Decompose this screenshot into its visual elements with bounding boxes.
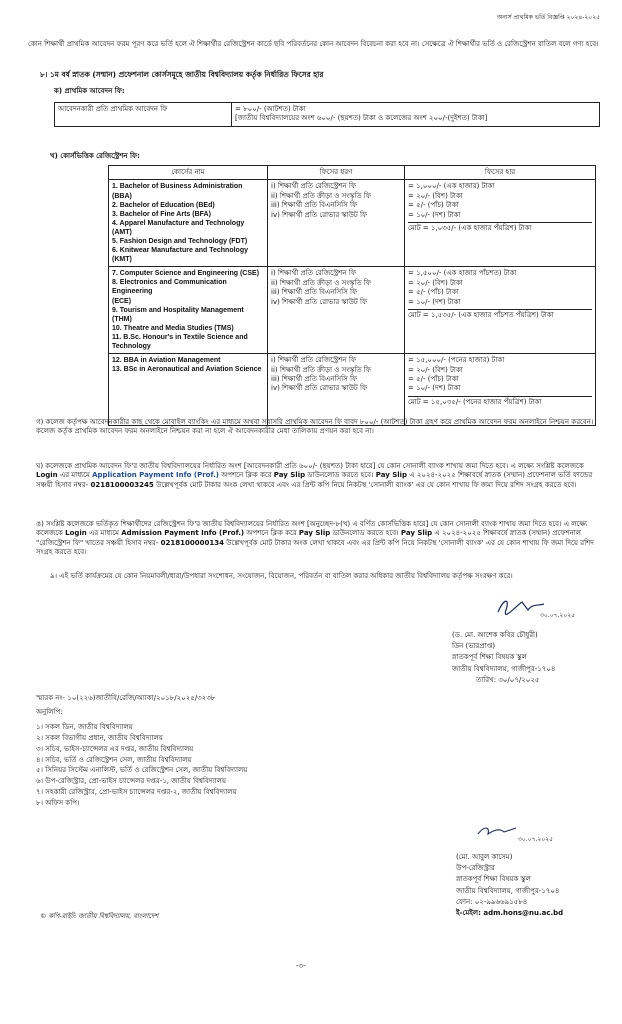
application-fee-table [54,102,600,127]
text-span: উল্লেখপূর্বক মোট টাকার অংক লেখা থাকবে এবং এর প্রিন্ট কপি নিয়ে নিকটস্থ 'সোনালী ব্যাংক' এর যে কোন শাখায় ফি জমা দিয়ে রশিদ সংগ্রহ করতে হবে। [153,480,577,489]
table-row [109,180,596,267]
account-number: 0218100003245 [90,480,154,489]
copyright-text: © কপি-রাইট: জাতীয় বিশ্ববিদ্যালয়, বাংলাদেশ [40,912,159,920]
login-term: Login [65,529,87,538]
fee-type-item: ii) শিক্ষার্থী প্রতি ক্রীড়া ও সংস্কৃতি ফি [271,278,371,287]
signatory-name: (মো. আবুল কাসেম) [456,853,513,861]
paragraph-9: ৯। এই ভর্তি কার্যক্রমের যে কোন নিয়মাবলী/ধারা/উপধারা সংশোধন, সংযোজন, বিয়োজন, পরিবর্তন বা বাতিল করার অধিকার জাতীয় বিশ্ববিদ্যালয় কর্তৃপক্ষ সংরক্ষণ করে। [50,572,513,580]
fee-rate-item: = ১,০০০/- (এক হাজার) টাকা [408,182,495,191]
list-item: ৫। সিনিয়র সিস্টেম এনালিস্ট, ভর্তি ও রেজিস্ট্রেশন সেল, জাতীয় বিশ্ববিদ্যালয় [36,766,248,775]
signatory-school: স্নাতকপূর্ব শিক্ষা বিষয়ক স্কুল [456,875,531,884]
fee-type-item: iii) শিক্ষার্থী প্রতি বিএনসিসি ফি [271,375,358,383]
header-note: অনার্স প্রাথমিক ভর্তি বিজ্ঞপ্তি ২০২৪-২০২৫ [497,14,600,21]
course-list [109,180,268,267]
fee-total: মোট = ১,০৩৫/- (এক হাজার পঁয়ত্রিশ) টাকা [408,222,592,233]
course-item: 7. Computer Science and Engineering (CSE) [112,270,260,278]
fee-rate-item: = ২০/- (বিশ) টাকা [408,365,463,374]
signatory-school: স্নাতকপূর্ব শিক্ষা বিষয়ক স্কুল [452,653,527,662]
course-item: 10. Theatre and Media Studies (TMS) [112,324,234,332]
fee-total: মোট = ১,৫৩৫/- (এক হাজার পাঁচশত পঁয়ত্রিশ) টাকা [408,309,592,320]
memo-number: স্মারক নং- ১০(২২৬)জাতীবি/রেজি/অ্যাকা/২০১৮/২০২৫/৩২৩৮ [36,694,216,702]
course-fee-table [108,165,596,426]
signatory-university: জাতীয় বিশ্ববিদ্যালয়, গাজীপুর-১৭০৪ [456,886,560,895]
sub-ka-heading: ক) প্রাথমিক আবেদন ফি: [54,87,125,95]
course-item: 13. BSc in Aeronautical and Aviation Science [112,366,262,374]
header-course-name: কোর্সের নাম [109,166,268,180]
fee-type-item: iv) শিক্ষার্থী প্রতি রোভার স্কাউট ফি [271,210,368,219]
course-item: 12. BBA in Aviation Management [112,357,221,365]
text-span: অপশনে ক্লিক করে [244,529,299,538]
app-fee-split: [জাতীয় বিশ্ববিদ্যালয়ের অংশ ৬০০/- (ছয়শত) টাকা ও কলেজের অংশ ২০০/-(দুইশত) টাকা] [235,114,488,123]
fee-type-item: ii) শিক্ষার্থী প্রতি ক্রীড়া ও সংস্কৃতি ফি [271,365,371,374]
copy-list [36,722,247,809]
fee-type-item: iv) শিক্ষার্থী প্রতি রোভার স্কাউট ফি [271,297,368,306]
course-item: 6. Knitwear Manufacture and Technology (KMT) [112,247,249,264]
table-row [109,354,596,426]
course-list [109,354,268,426]
signatory-title: উপ-রেজিস্ট্রার [456,864,495,873]
list-item: ৪। সচিব, ভর্তি ও রেজিস্ট্রেশন সেল, জাতীয় বিশ্ববিদ্যালয় [36,755,192,764]
list-item: ৮। অফিস কপি। [36,798,80,807]
course-list [109,267,268,354]
text-span: এর মাধ্যমে [86,529,122,538]
course-item: 5. Fashion Design and Technology (FDT) [112,238,248,245]
course-item: 1. Bachelor of Business Administration (BBA) [112,183,243,200]
text-span: উল্লেখপূর্বক মোট টাকার অংক লেখা থাকবে এবং এর প্রিন্ট কপি নিয়ে নিকটস্থ 'সোনালী ব্যাংক' এর যে কোন শাখায় ফি জমা দিয়ে রশিদ সংগ্রহ করতে হবে। [36,538,594,557]
fee-rate-list [405,180,596,267]
list-item: ২। সকল বিভাগীয় প্রধান, জাতীয় বিশ্ববিদ্যালয় [36,733,163,742]
text-span: এ ২০২৪-২০২৫ শিক্ষাবর্ষে স্নাতক (সম্মান) প্রফেশনাল "রেজিস্ট্রেশন ফি" খাতের সঞ্চয়ী হিসাব নম্বর- [36,529,582,547]
signatory-date: তারিখ: ৩০/০৭/২০২৫ [476,675,540,684]
fee-type-list [268,180,405,267]
app-fee-amount: = ৮০০/- (আটশত) টাকা [235,105,306,113]
course-item: Technology [112,343,151,351]
fee-rate-item: = ২০/- (বিশ) টাকা [408,278,463,287]
signature-1-date: ৩০.০৭.২০২৫ [540,612,576,619]
list-item: ৩। সচিব, ভাইস-চ্যান্সেলর এর দপ্তর, জাতীয় বিশ্ববিদ্যালয় [36,744,194,753]
fee-rate-list [405,267,596,354]
signatory-university: জাতীয় বিশ্ববিদ্যালয়, গাজীপুর-১৭০৪ [452,664,556,673]
copy-heading: অনুলিপি: [36,708,63,716]
signature-2-date: ৩০.০৭.২০২৫ [518,836,554,843]
pay-slip-term: Pay Slip [400,529,433,538]
course-item: 4. Apparel Manufacture and Technology (AMT) [112,219,245,236]
app-fee-label: আবেদনকারী প্রতি প্রাথমিক আবেদন ফি [55,103,232,127]
pay-slip-term: Pay Slip [273,471,306,480]
text-span: অপশনে ক্লিক করে [219,471,274,480]
fee-type-item: i) শিক্ষার্থী প্রতি রেজিস্ট্রেশন ফি [271,182,356,191]
fee-rate-list [405,354,596,426]
fee-type-item: ii) শিক্ষার্থী প্রতি ক্রীড়া ও সংস্কৃতি ফি [271,191,371,200]
table-row [109,267,596,354]
signatory-email: ই-মেইল: adm.hons@nu.ac.bd [456,908,564,917]
signatory-phone: ফোন: ০২-৯৯৬৬৯১৫৮৪ [456,897,528,906]
pay-slip-term: Pay Slip [298,529,331,538]
fee-rate-item: = ১০/- (দশ) টাকা [408,297,461,306]
text-span: ঘ) কলেজকে প্রাথমিক আবেদন ফি'র জাতীয় বিশ্ববিদ্যালয়ের নির্ধারিত অংশ [আবেদনকারী প্রতি ৬০০/- (ছয়শত) টাকা হারে] যে কোন সোনালী ব্যাংক শাখায় জমা দিতে হবে। এ লক্ষ্যে সংশ্লিষ্ট কলেজকে [36,462,584,470]
fee-rate-item: = ৫/- (পাঁচ) টাকা [408,375,459,383]
course-item: 2. Bachelor of Education (BEd) [112,201,215,209]
fee-type-item: i) শিক্ষার্থী প্রতি রেজিস্ট্রেশন ফি [271,269,356,278]
intro-paragraph: কোন শিক্ষার্থী প্রাথমিক আবেদন ফরম পূরণ করে ভর্তি হলে ঐ শিক্ষার্থীর রেজিস্ট্রেশন কার্ডে ছবি পরিবর্তনের কোন আবেদন বিবেচনা করা হবে না। সেক্ষেত্রে ঐ শিক্ষার্থীর ভর্তি ও রেজিস্ট্রেশন বাতিল বলে গণ্য হবে। [28,40,599,48]
account-number: 0218100000134 [160,538,224,547]
course-item: 8. Electronics and Communication Engineering [112,279,227,296]
text-span: ডাউনলোড করতে হবে। [305,471,376,480]
fee-table-header [109,166,596,180]
signature-1-block [452,630,555,686]
app-fee-value [232,103,600,127]
fee-rate-item: = ৫/- (পাঁচ) টাকা [408,201,459,210]
signatory-title: ডিন (ভারপ্রাপ্ত) [452,642,496,651]
course-item: (ECE) [112,297,132,305]
course-item: 3. Bachelor of Fine Arts (BFA) [112,210,211,218]
text-span: ডাউনলোড করতে হবে। [330,529,401,538]
fee-rate-item: = ১৫,০০০/- (পনের হাজার) টাকা [408,356,505,365]
signature-2-block [456,852,563,919]
text-span: ঙ) সংশ্লিষ্ট কলেজকে ভর্তিকৃত শিক্ষার্থীদের রেজিস্ট্রেশন ফি'র জাতীয় বিশ্ববিদ্যালয়ের নির্ধারিত অংশ [অনুচ্ছেদ-৮(খ) এ বর্ণিত কোর্সভিত্তিক হারে] যে কোন সোনালী ব্যাংক শাখায় জমা দিতে হবে। এ লক্ষ্যে কলেজকে [36,520,588,538]
paragraph-ga: গ) কলেজ কর্তৃপক্ষ আবেদনকারীর কাছ থেকে মোবাইল ব্যাংকিং এর মাধ্যমে অথবা সরাসরি প্রাথমিক আবেদন ফি বাবদ ৮০০/- (আটশত) টাকা গ্রহণ করে প্রাথমিক আবেদন ফরম অনলাইনে নিশ্চয়ন করবেন। কলেজ কর্তৃক প্রাথমিক আবেদন ফরম অনলাইনে নিশ্চয়ন করা না হলে ঐ আবেদনকারীর মেধা তালিকায় প্রণয়ন করা হবে না। [36,418,594,436]
login-term: Login [36,471,58,480]
pay-slip-term: Pay Slip [375,471,408,480]
list-item: ১। সকল ডিন, জাতীয় বিশ্ববিদ্যালয় [36,723,133,731]
fee-type-item: iv) শিক্ষার্থী প্রতি রোভার স্কাউট ফি [271,384,368,393]
text-span: এ ২০২৪-২০২৫ শিক্ষাবর্ষে স্নাতক (সম্মান) প্রফেশনাল ভর্তি ফান্ডের সঞ্চয়ী হিসাব নম্বর- [36,471,593,489]
course-item: 11. B.Sc. Honour's in Textile Science and [112,333,248,341]
fee-type-item: iii) শিক্ষার্থী প্রতি বিএনসিসি ফি [271,288,358,297]
fee-type-list [268,354,405,426]
course-item: 9. Tourism and Hospitality Management (THM) [112,306,244,323]
fee-rate-item: = ১,৫০০/- (এক হাজার পাঁচশত) টাকা [408,269,517,278]
text-span: এর মাধ্যমে [57,471,93,480]
fee-type-item: i) শিক্ষার্থী প্রতি রেজিস্ট্রেশন ফি [271,356,356,365]
section-8-title: ৮। ১ম বর্ষ স্নাতক (সম্মান) প্রফেশনাল কোর্সসমূহে জাতীয় বিশ্ববিদ্যালয় কর্তৃক নির্ধারিত ফিসের হার [40,70,324,79]
fee-total: মোট = ১৫,০৩৫/- (পনের হাজার পঁয়ত্রিশ) টাকা [408,396,592,407]
fee-rate-item: = ২০/- (বিশ) টাকা [408,191,463,200]
fee-rate-item: = ১০/- (দশ) টাকা [408,384,461,393]
fee-type-list [268,267,405,354]
admission-payment-info-link[interactable]: Admission Payment Info (Prof.) [121,529,245,538]
fee-rate-item: = ৫/- (পাঁচ) টাকা [408,288,459,297]
application-payment-info-link[interactable]: Application Payment Info (Prof.) [92,471,219,480]
page-number: -৩- [296,962,306,970]
sub-kha-heading: খ) কোর্সভিত্তিক রেজিস্ট্রেশন ফি: [50,152,140,160]
list-item: ৬। উপ-রেজিস্ট্রার, প্রো-ভাইস চ্যান্সেলর দপ্তর-১, জাতীয় বিশ্ববিদ্যালয় [36,777,226,786]
signature-2-scribble [474,822,522,840]
signatory-name: (ড. মো. আশেক কবির চৌধুরী) [452,631,538,639]
paragraph-gha [36,462,604,490]
paragraph-umo [36,520,604,558]
fee-rate-item: = ১০/- (দশ) টাকা [408,210,461,219]
fee-type-item: iii) শিক্ষার্থী প্রতি বিএনসিসি ফি [271,201,358,210]
list-item: ৭। সহকারী রেজিস্ট্রার, প্রো-ভাইস চ্যান্সেলর দপ্তর-২, জাতীয় বিশ্ববিদ্যালয় [36,788,237,797]
header-fee-type: ফিসের ধরণ [268,166,405,180]
header-fee-rate: ফিসের হার [405,166,596,180]
